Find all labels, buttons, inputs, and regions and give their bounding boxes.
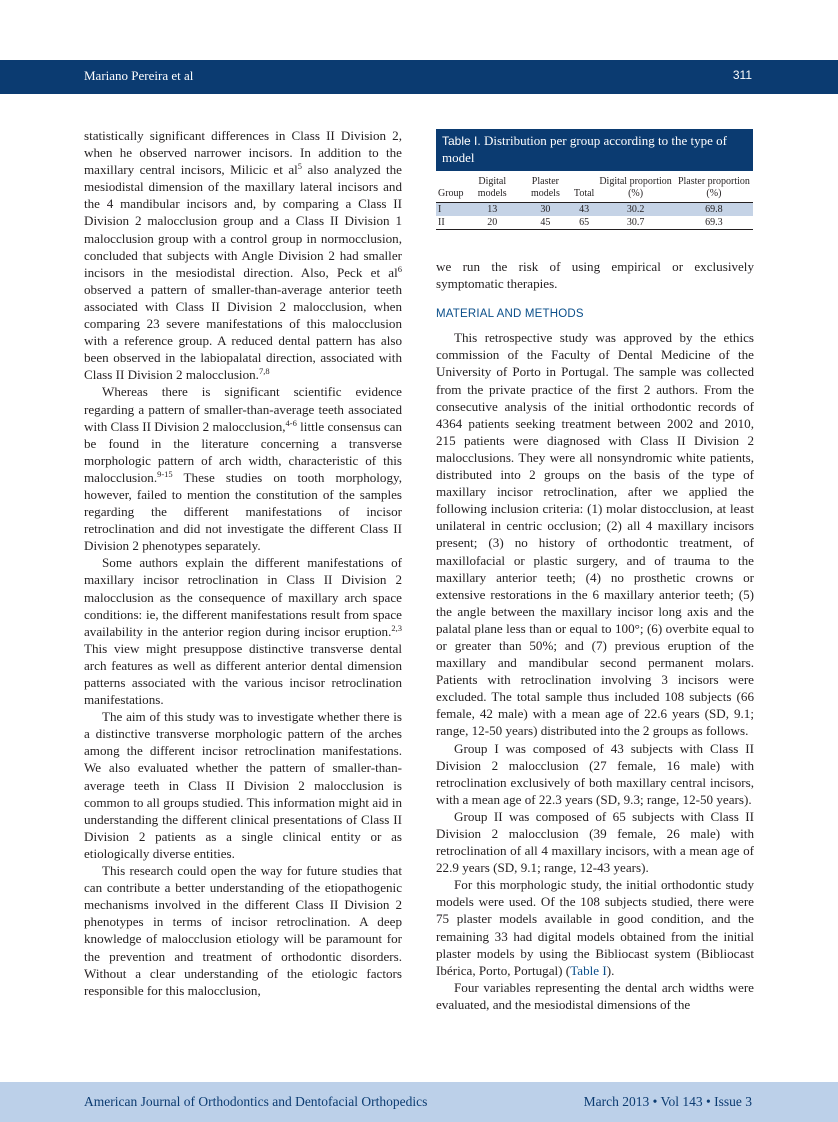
table-cell: 43 bbox=[572, 203, 596, 217]
table-header-row bbox=[436, 176, 753, 203]
paragraph: Group I was composed of 43 subjects with Class II Division 2 malocclusion (27 female, 16 male) with retroclination exclusively of both maxillary central incisors, with a mean age of 22.3 years (SD, 9.3; range, 12-50 years). bbox=[436, 740, 754, 807]
table-cell: 20 bbox=[466, 216, 519, 230]
column-header: Total bbox=[572, 176, 596, 203]
paragraph: Some authors explain the different manifestations of maxillary incisor retroclination in Class II Division 2 malocclusion as the consequence of maxillary arch space conditions: ie, the different manifestations result from space availability in the anterior region during incisor eruption.$^{2,3}$ This view might presuppose distinctive transverse dental arch features as well as different anterior dental dimension patterns associated with the various incisor retroclination manifestations. bbox=[84, 555, 402, 708]
left-column bbox=[84, 127, 402, 999]
table-cell: 45 bbox=[519, 216, 572, 230]
column-header: Digital proportion (%) bbox=[596, 176, 675, 203]
paragraph: Four variables representing the dental arch widths were evaluated, and the mesiodistal dimensions of the bbox=[436, 979, 754, 1012]
citation[interactable]: 2,3 bbox=[391, 622, 402, 633]
table-cell: 69.8 bbox=[675, 203, 753, 217]
paragraph: we run the risk of using empirical or exclusively symptomatic therapies. bbox=[436, 259, 754, 292]
paragraph: Group II was composed of 65 subjects with Class II Division 2 malocclusion (39 female, 26 male) with retroclination of all 4 maxillary incisors, with a mean age of 22.9 years (SD, 9.1; range, 12-43 years). bbox=[436, 808, 754, 876]
table-reference-link[interactable]: Table I bbox=[570, 962, 607, 978]
table-cell: I bbox=[436, 203, 466, 217]
citation[interactable]: 7,8 bbox=[258, 366, 270, 377]
page-number: 311 bbox=[732, 68, 752, 82]
table-cell: 30 bbox=[519, 203, 572, 217]
section-heading: MATERIAL AND METHODS bbox=[436, 308, 584, 321]
paragraph: statistically significant differences in Class II Division 2, when he observed narrower incisors. In addition to the maxillary central incisors, Milicic et $al^5$ also analyzed the mesiodistal dimension of the maxillary lateral incisors and the 4 mandibular incisors and, by comparing a Class II Division 2 malocclusion group and a Class II Division 1 malocclusion group with a control group in normocclusion, concluded that subjects with Angle Division 2 had smaller incisors in the mesiodistal direction. Also, Peck et $al^6$ observed a pattern of smaller-than-average anterior teeth associated with Class II Division 2 malocclusion, when comparing 23 severe manifestations of this malocclusion with a reference group. A reduced dental pattern has also been observed in the labiopalatal direction, associated with Class II Division 2 malocclusion.$^{7,8}$ bbox=[84, 128, 402, 383]
table-cell: 13 bbox=[466, 203, 519, 217]
paragraph: This research could open the way for future studies that can contribute a better understanding of the etiopathogenic mechanisms involved in the different Class II Division 2 phenotypes in terms of incisor retroclination. A deep knowledge of malocclusion etiology will be paramount for the prevention and treatment of orthodontic disorders. Without a clear understanding of the etiologic factors responsible for this malocclusion, bbox=[84, 863, 402, 998]
running-header-author: Mariano Pereira et al bbox=[84, 68, 194, 83]
table-row bbox=[436, 216, 753, 230]
paragraph: The aim of this study was to investigate whether there is a distinctive transverse morphologic pattern of the arches among the different incisor retroclination manifestations. We also evaluated whether the pattern of smaller-than-average teeth in Class II Division 2 malocclusion is common to all groups studied. This information might aid in understanding the different clinical presentations of Class II Division 2 patients as a single clinical entity or as etiologically diverse entities. bbox=[84, 709, 402, 861]
paragraph: For this morphologic study, the initial orthodontic study models were used. Of the 108 subjects studied, there were 75 plaster models available in good condition, and the remaining 33 had digital models obtained from the initial plaster models by using the Bibliocast system (Bibliocast Ibérica, Porto, Portugal) (Table I). bbox=[436, 877, 754, 978]
table-1 bbox=[436, 129, 753, 230]
paragraph: Whereas there is significant scientific evidence regarding a pattern of smaller-than-average teeth associated with Class II Division 2 malocclusion,$^{4-6}$ little consensus can be found in the literature concerning a transverse morphologic pattern of arch width, characteristic of this malocclusion.$^{9-15}$ These studies on tooth morphology, however, failed to mention the constitution of the samples regarding the different manifestations of incisor retroclination and did not investigate the different Class II Division 2 phenotypes separately. bbox=[84, 384, 403, 554]
table-title: Distribution per group according to the type of model bbox=[442, 133, 727, 165]
paragraph: This retrospective study was approved by the ethics commission of the Faculty of Dental Medicine of the University of Porto in Portugal. The sample was collected from the private practice of the first 2 authors. From the consecutive analysis of the initial orthodontic records of 4364 patients seeking treatment between 2002 and 2010, 215 patients were diagnosed with Class II Division 2 malocclusions. They were all nonsyndromic white patients, distributed into 2 groups on the basis of the type of maxillary incisor retroclination, after we applied the following inclusion criteria: (1) molar distocclusion, at least unilateral in centric occlusion; (2) all 4 maxillary incisors present; (3) no history of orthodontic treatment, of maxillofacial or plastic surgery, and of trauma to the maxillary anterior teeth; (4) no prosthetic crowns or extensive restorations in the 6 maxillary anterior teeth; (5) the angle between the maxillary incisor long axis and the palatal plane less than or equal to 100°; (6) overbite equal to or greater than 50%; and (7) previous eruption of the maxillary and mandibular second permanent molars. Patients with retroclination involving 3 incisors were excluded. The total sample thus included 108 subjects (66 female, 42 male) with a mean age of 22.6 years (SD, 9.1; range, 12-50 years) distributed into the 2 groups as follows. bbox=[436, 330, 754, 739]
table-cell: 69.3 bbox=[675, 216, 753, 230]
right-column bbox=[436, 258, 754, 1013]
citation[interactable]: 5 bbox=[297, 161, 303, 172]
running-footer bbox=[0, 1082, 838, 1122]
citation[interactable]: 6 bbox=[397, 263, 402, 274]
table-cell: 30.2 bbox=[596, 203, 675, 217]
column-header: Plaster models bbox=[519, 176, 572, 203]
running-header bbox=[0, 60, 838, 94]
journal-name: American Journal of Orthodontics and Dentofacial Orthopedics bbox=[84, 1094, 428, 1109]
table-cell: 65 bbox=[572, 216, 596, 230]
column-header: Plaster proportion (%) bbox=[675, 176, 753, 203]
column-header: Digital models bbox=[466, 176, 519, 203]
table-label: Table I. bbox=[442, 134, 481, 148]
table-row bbox=[436, 203, 753, 217]
table-cell: II bbox=[436, 216, 466, 230]
citation[interactable]: 9-15 bbox=[157, 468, 173, 479]
table-cell: 30.7 bbox=[596, 216, 675, 230]
table-caption bbox=[436, 129, 753, 171]
issue-info: March 2013 • Vol 143 • Issue 3 bbox=[583, 1094, 752, 1109]
column-header: Group bbox=[436, 176, 466, 203]
citation[interactable]: 4-6 bbox=[285, 417, 297, 428]
data-table bbox=[436, 176, 753, 230]
